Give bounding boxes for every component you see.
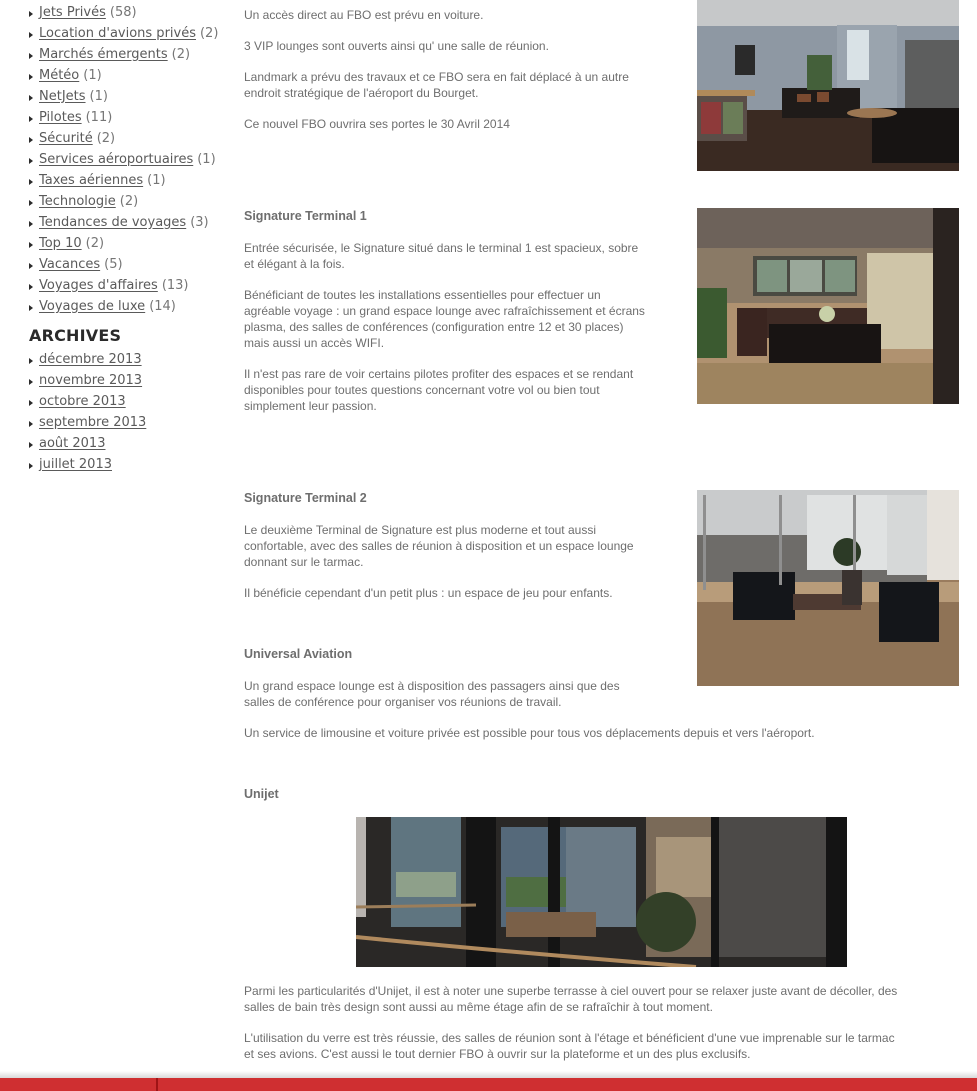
category-count: (58) [109,4,137,20]
category-list [29,2,218,317]
text-line: plasma, des salles de conférences (configuration entre 12 et 30 places) [244,320,624,334]
category-link-jets-prives[interactable]: Jets Privés [39,4,106,20]
unijet-terrace-image [356,817,847,967]
text-line: simplement leur passion. [244,399,377,413]
footer-bar [0,1078,977,1091]
category-item [29,149,218,170]
archive-link-novembre-2013[interactable]: novembre 2013 [39,372,143,388]
arrow-right-icon [29,53,33,59]
category-count: (14) [149,298,176,314]
arrow-right-icon [29,400,33,406]
category-item [29,44,218,65]
category-item [29,107,218,128]
text-line: confortable, avec des salles de réunion à disposition et un espace lounge [244,539,634,553]
arrow-right-icon [29,95,33,101]
category-link-marches-emergents[interactable]: Marchés émergents [39,46,168,62]
landmark-paragraph-2: 3 VIP lounges sont ouverts ainsi qu' une salle de réunion. [244,39,549,53]
arrow-right-icon [29,305,33,311]
category-item [29,212,218,233]
archive-link-juillet-2013[interactable]: juillet 2013 [39,456,112,472]
signature1-paragraph-1 [244,240,638,272]
arrow-right-icon [29,74,33,80]
arrow-right-icon [29,379,33,385]
category-count: (3) [190,214,209,230]
arrow-right-icon [29,32,33,38]
text-line: salles de bain très design sont aussi au même étage afin de se rafraîchir à tout moment. [244,1000,713,1014]
category-count: (1) [197,151,216,167]
archive-item [29,370,146,391]
category-item [29,233,218,254]
arrow-right-icon [29,200,33,206]
archive-link-octobre-2013[interactable]: octobre 2013 [39,393,126,409]
arrow-right-icon [29,158,33,164]
category-link-technologie[interactable]: Technologie [39,193,116,209]
arrow-right-icon [29,284,33,290]
unijet-paragraph-1 [244,983,897,1015]
arrow-right-icon [29,463,33,469]
category-item [29,275,218,296]
category-link-netjets[interactable]: NetJets [39,88,86,104]
text-line: donnant sur le tarmac. [244,555,364,569]
text-line: salles de conférence pour organiser vos réunions de travail. [244,695,562,709]
category-link-meteo[interactable]: Météo [39,67,80,83]
category-count: (13) [161,277,189,293]
text-line: Le deuxième Terminal de Signature est plus moderne et tout aussi [244,523,596,537]
text-line: Un grand espace lounge est à disposition des passagers ainsi que des [244,679,620,693]
category-item [29,191,218,212]
text-line: Bénéficiant de toutes les installations essentielles pour effectuer un [244,288,601,302]
archive-item [29,391,146,412]
category-count: (1) [147,172,166,188]
category-link-voyages-de-luxe[interactable]: Voyages de luxe [39,298,146,314]
arrow-right-icon [29,137,33,143]
category-count: (2) [96,130,116,146]
text-line: mais aussi un accès WIFI. [244,336,385,350]
section-heading-signature-terminal-2: Signature Terminal 2 [244,491,367,505]
arrow-right-icon [29,116,33,122]
arrow-right-icon [29,358,33,364]
archive-item [29,412,146,433]
archives-list [29,349,146,475]
signature1-paragraph-3 [244,366,633,414]
arrow-right-icon [29,421,33,427]
landmark-paragraph-3 [244,69,629,101]
text-line: Entrée sécurisée, le Signature situé dans le terminal 1 est spacieux, sobre [244,241,639,255]
landmark-lounge-image [697,0,959,171]
category-count: (11) [85,109,113,125]
signature-terminal-2-image [697,490,959,686]
category-link-voyages-d-affaires[interactable]: Voyages d'affaires [39,277,158,293]
text-line: Parmi les particularités d'Unijet, il est à noter une superbe terrasse à ciel ouvert pour se relaxer juste avant de décoller, des [244,984,898,998]
category-link-taxes-aeriennes[interactable]: Taxes aériennes [39,172,144,188]
category-item [29,65,218,86]
archive-item [29,454,146,475]
category-link-location-avions-prives[interactable]: Location d'avions privés [39,25,196,41]
category-item [29,170,218,191]
archive-item [29,349,146,370]
signature2-paragraph-1 [244,522,634,570]
category-item [29,23,218,44]
text-line: et ses avions. C'est aussi le tout dernier FBO à ouvrir sur la plateforme et un des plus exclusifs. [244,1047,751,1061]
archive-link-decembre-2013[interactable]: décembre 2013 [39,351,142,367]
category-count: (5) [104,256,123,272]
category-count: (2) [199,25,219,41]
section-heading-signature-terminal-1: Signature Terminal 1 [244,209,367,223]
text-line: L'utilisation du verre est très réussie, des salles de réunion sont à l'étage et bénéficient d'une vue imprenable sur le tarmac [244,1031,895,1045]
category-count: (2) [119,193,139,209]
category-item [29,296,218,317]
category-count: (2) [85,235,105,251]
category-link-tendances-de-voyages[interactable]: Tendances de voyages [39,214,187,230]
category-link-pilotes[interactable]: Pilotes [39,109,82,125]
archive-item [29,433,146,454]
archives-heading: ARCHIVES [29,326,122,345]
category-item [29,2,218,23]
footer-shadow [0,1071,977,1078]
archive-link-septembre-2013[interactable]: septembre 2013 [39,414,147,430]
category-item [29,128,218,149]
footer-divider [156,1078,158,1091]
text-line: agréable voyage : un grand espace lounge avec rafraîchissement et écrans [244,304,645,318]
category-item [29,254,218,275]
category-count: (1) [83,67,102,83]
signature-terminal-1-image [697,208,959,404]
section-heading-unijet: Unijet [244,787,279,801]
landmark-paragraph-4: Ce nouvel FBO ouvrira ses portes le 30 Avril 2014 [244,117,510,131]
signature1-paragraph-2 [244,287,645,351]
category-count: (1) [89,88,108,104]
archive-link-aout-2013[interactable]: août 2013 [39,435,106,451]
arrow-right-icon [29,242,33,248]
landmark-paragraph-1: Un accès direct au FBO est prévu en voiture. [244,8,484,22]
arrow-right-icon [29,11,33,17]
text-line: Landmark a prévu des travaux et ce FBO sera en fait déplacé à un autre [244,70,629,84]
universal-paragraph-2: Un service de limousine et voiture privée est possible pour tous vos déplacements depuis et vers l'aéroport. [244,726,815,740]
arrow-right-icon [29,221,33,227]
category-link-top-10[interactable]: Top 10 [39,235,82,251]
universal-paragraph-1 [244,678,620,710]
category-link-securite[interactable]: Sécurité [39,130,93,146]
arrow-right-icon [29,442,33,448]
category-link-services-aeroportuaires[interactable]: Services aéroportuaires [39,151,194,167]
text-line: endroit stratégique de l'aéroport du Bourget. [244,86,479,100]
signature2-paragraph-2: Il bénéficie cependant d'un petit plus : un espace de jeu pour enfants. [244,586,613,600]
category-item [29,86,218,107]
section-heading-universal-aviation: Universal Aviation [244,647,353,661]
text-line: disponibles pour toutes questions concernant votre vol ou bien tout [244,383,600,397]
category-count: (2) [171,46,191,62]
unijet-paragraph-2 [244,1030,895,1062]
category-link-vacances[interactable]: Vacances [39,256,101,272]
text-line: Il n'est pas rare de voir certains pilotes profiter des espaces et se rendant [244,367,634,381]
arrow-right-icon [29,263,33,269]
arrow-right-icon [29,179,33,185]
text-line: et élégant à la fois. [244,257,345,271]
